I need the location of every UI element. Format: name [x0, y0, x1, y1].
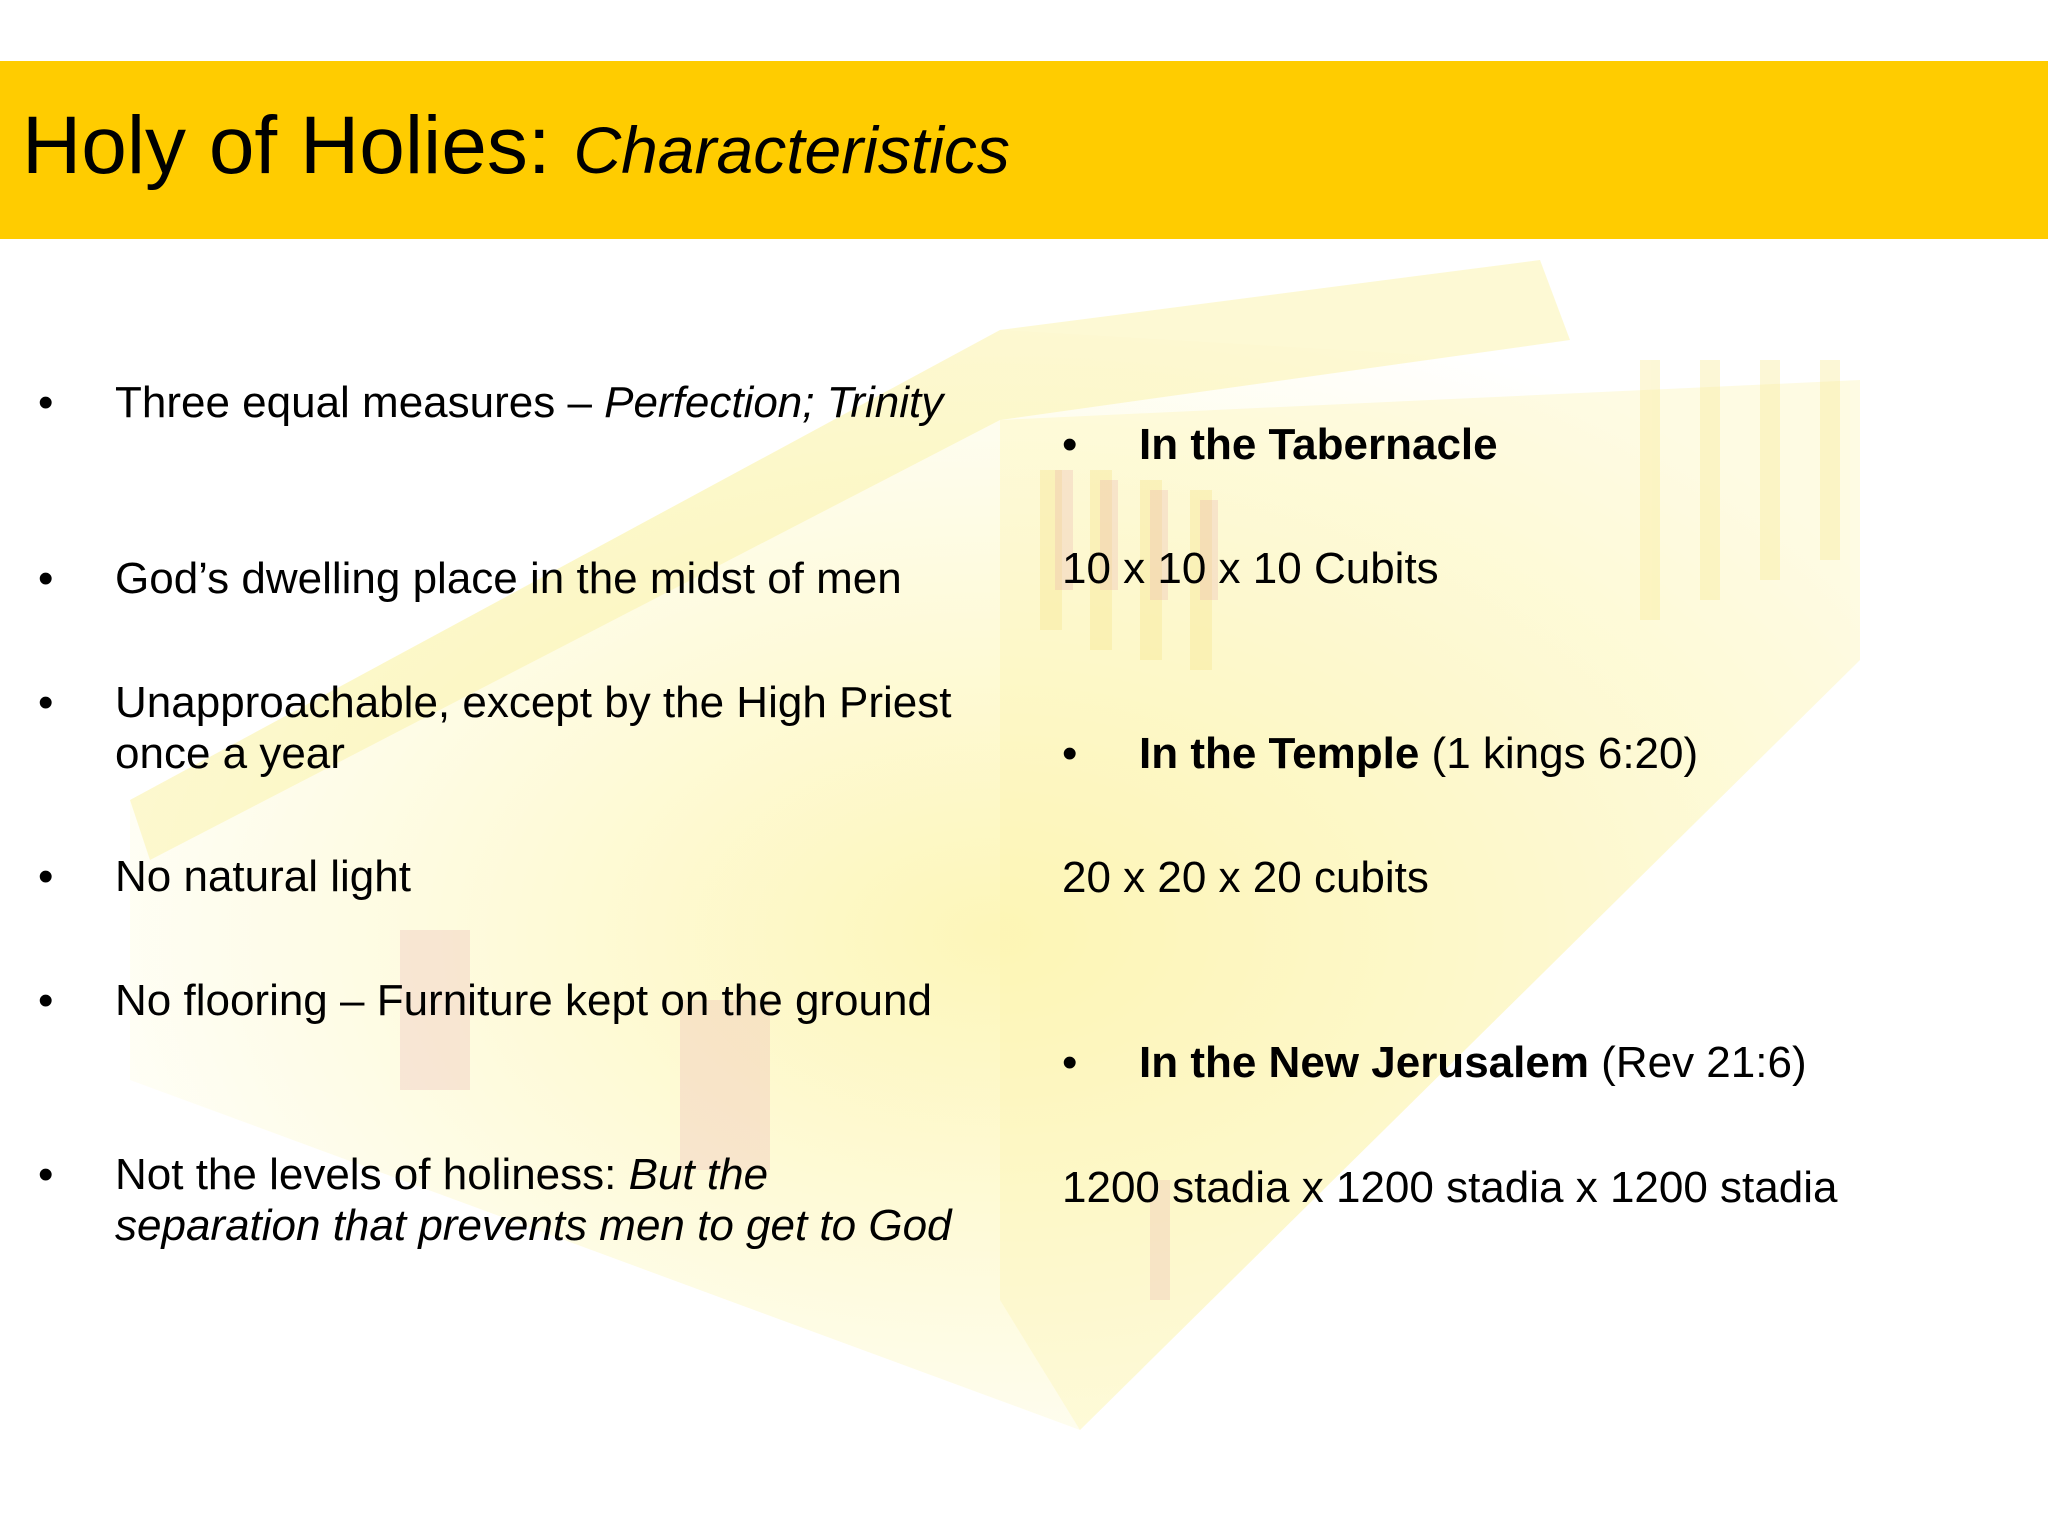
bullet-icon: • — [38, 1150, 54, 1199]
bullet-icon: • — [38, 976, 54, 1025]
section-heading: In the Tabernacle — [1139, 420, 1498, 469]
list-item-text: Not the levels of holiness: But the separation that prevents men to get to God — [115, 1150, 952, 1250]
list-item-text: Unapproachable, except by the High Priest once a year — [115, 678, 952, 778]
slide-title — [22, 100, 1010, 191]
measurement-text: 1200 stadia x 1200 stadia x 1200 stadia — [1062, 1163, 1838, 1212]
bullet-icon: • — [1062, 729, 1078, 778]
bullet-icon: • — [38, 554, 54, 603]
title-main: Holy of Holies: — [22, 100, 551, 191]
title-sub: Characteristics — [573, 113, 1010, 187]
bullet-icon: • — [1062, 1038, 1078, 1087]
measurement-text: 20 x 20 x 20 cubits — [1062, 853, 1429, 902]
list-item-text: God’s dwelling place in the midst of men — [115, 554, 902, 603]
bullet-icon: • — [1062, 420, 1078, 469]
bullet-icon: • — [38, 678, 54, 727]
bullet-icon: • — [38, 378, 54, 427]
list-item-text: No natural light — [115, 852, 411, 901]
list-item-text: Three equal measures – Perfection; Trinity — [115, 378, 944, 427]
section-heading: In the Temple (1 kings 6:20) — [1139, 729, 1699, 778]
measurement-text: 10 x 10 x 10 Cubits — [1062, 544, 1439, 593]
list-item-text: No flooring – Furniture kept on the ground — [115, 976, 932, 1025]
bullet-icon: • — [38, 852, 54, 901]
section-heading: In the New Jerusalem (Rev 21:6) — [1139, 1038, 1807, 1087]
